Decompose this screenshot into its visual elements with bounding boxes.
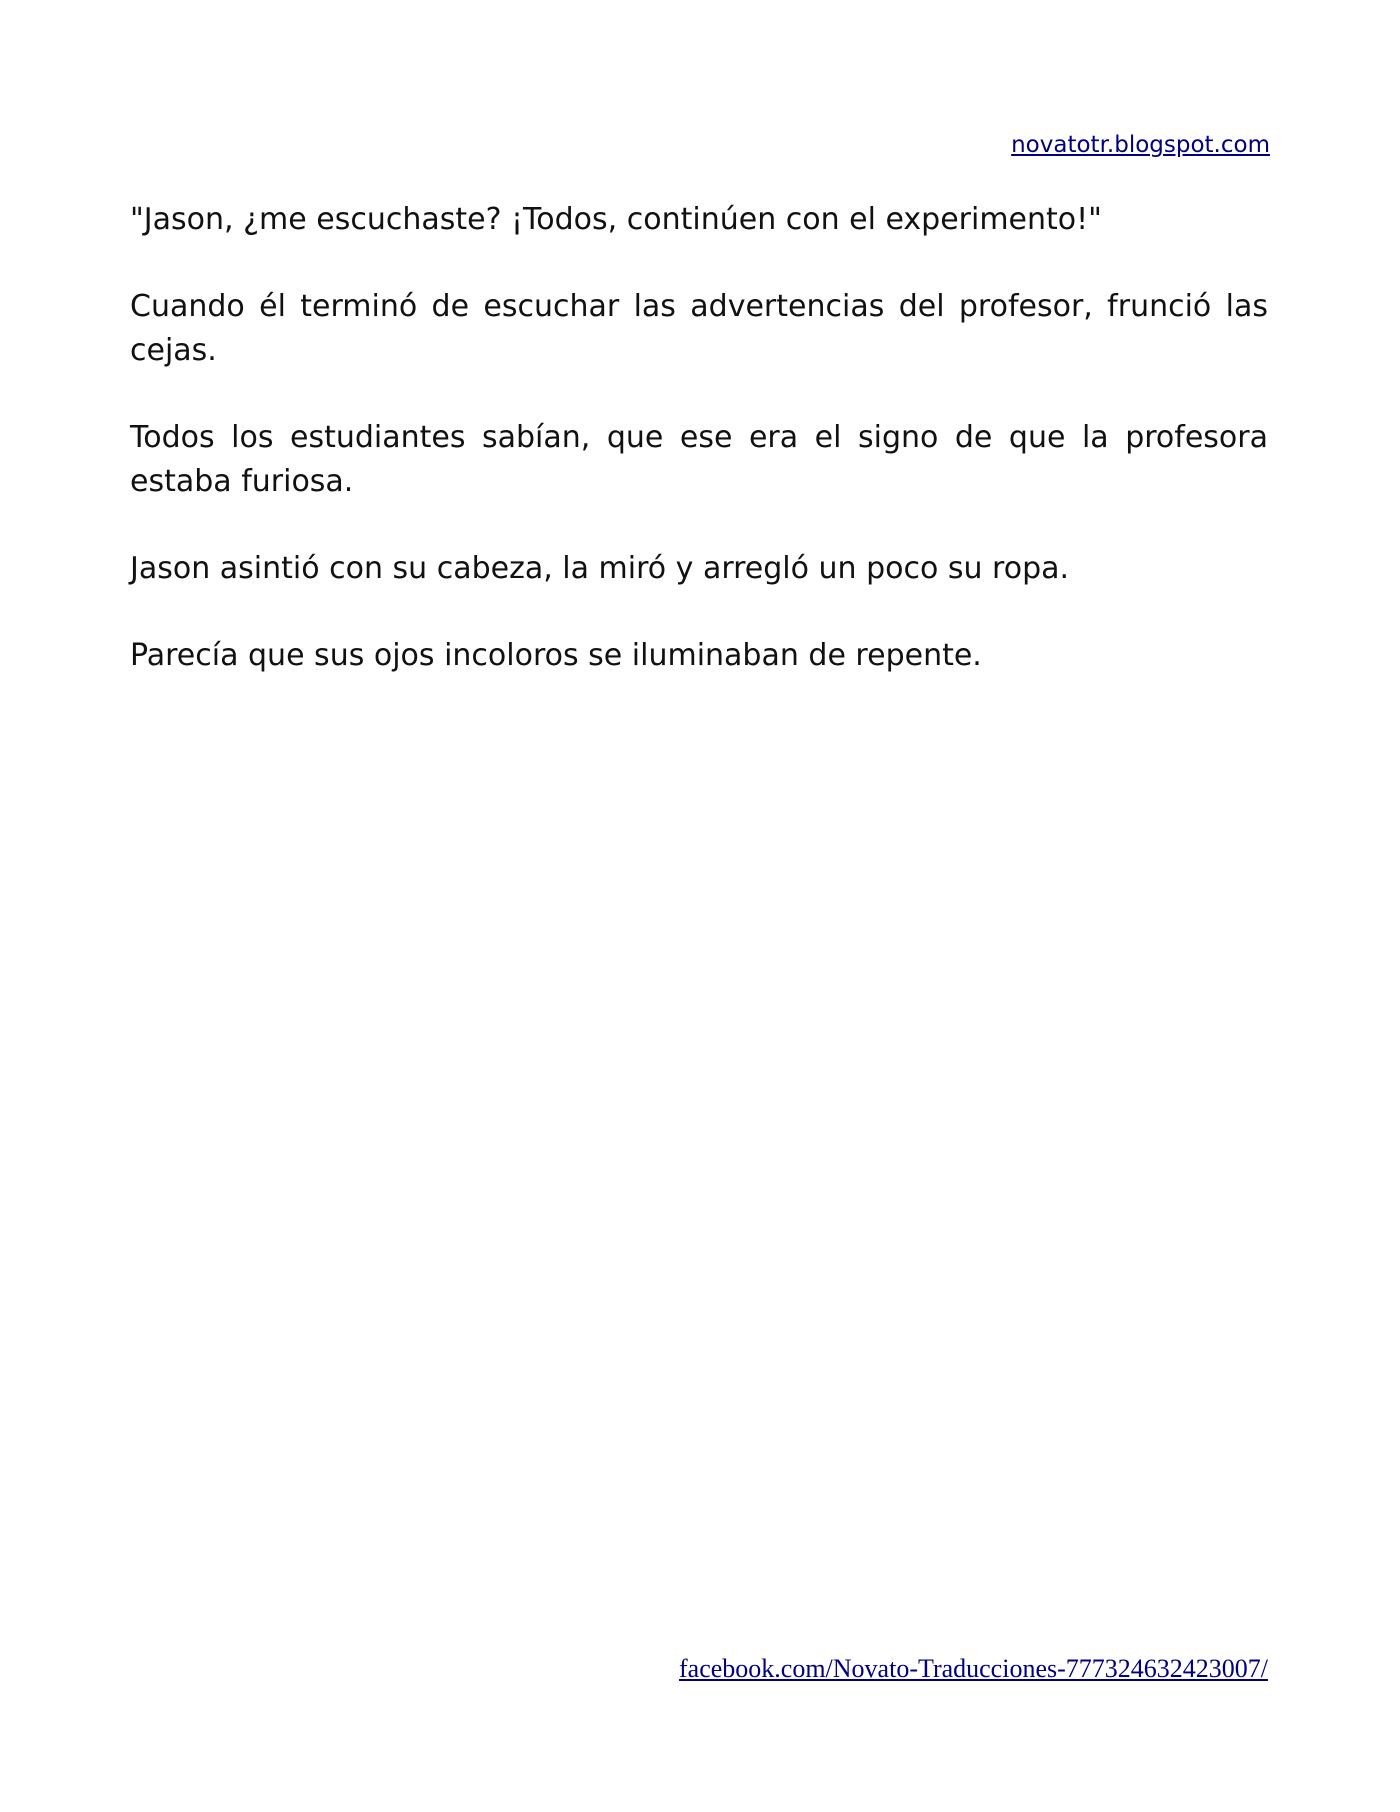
paragraph: Parecía que sus ojos incoloros se iluminaban de repente. <box>130 638 982 673</box>
paragraph: Cuando él terminó de escuchar las advertencias del profesor, frunció las cejas. <box>130 289 1268 368</box>
paragraph: "Jason, ¿me escuchaste? ¡Todos, continúen con el experimento!" <box>130 202 1102 237</box>
document-body <box>130 198 1268 721</box>
facebook-link[interactable]: facebook.com/Novato-Traducciones-777324632423007/ <box>679 1654 1268 1683</box>
paragraph: Todos los estudiantes sabían, que ese era el signo de que la profesora estaba furiosa. <box>130 420 1268 499</box>
paragraph: Jason asintió con su cabeza, la miró y arregló un poco su ropa. <box>130 551 1070 586</box>
blog-link[interactable]: novatotr.blogspot.com <box>1011 132 1270 158</box>
